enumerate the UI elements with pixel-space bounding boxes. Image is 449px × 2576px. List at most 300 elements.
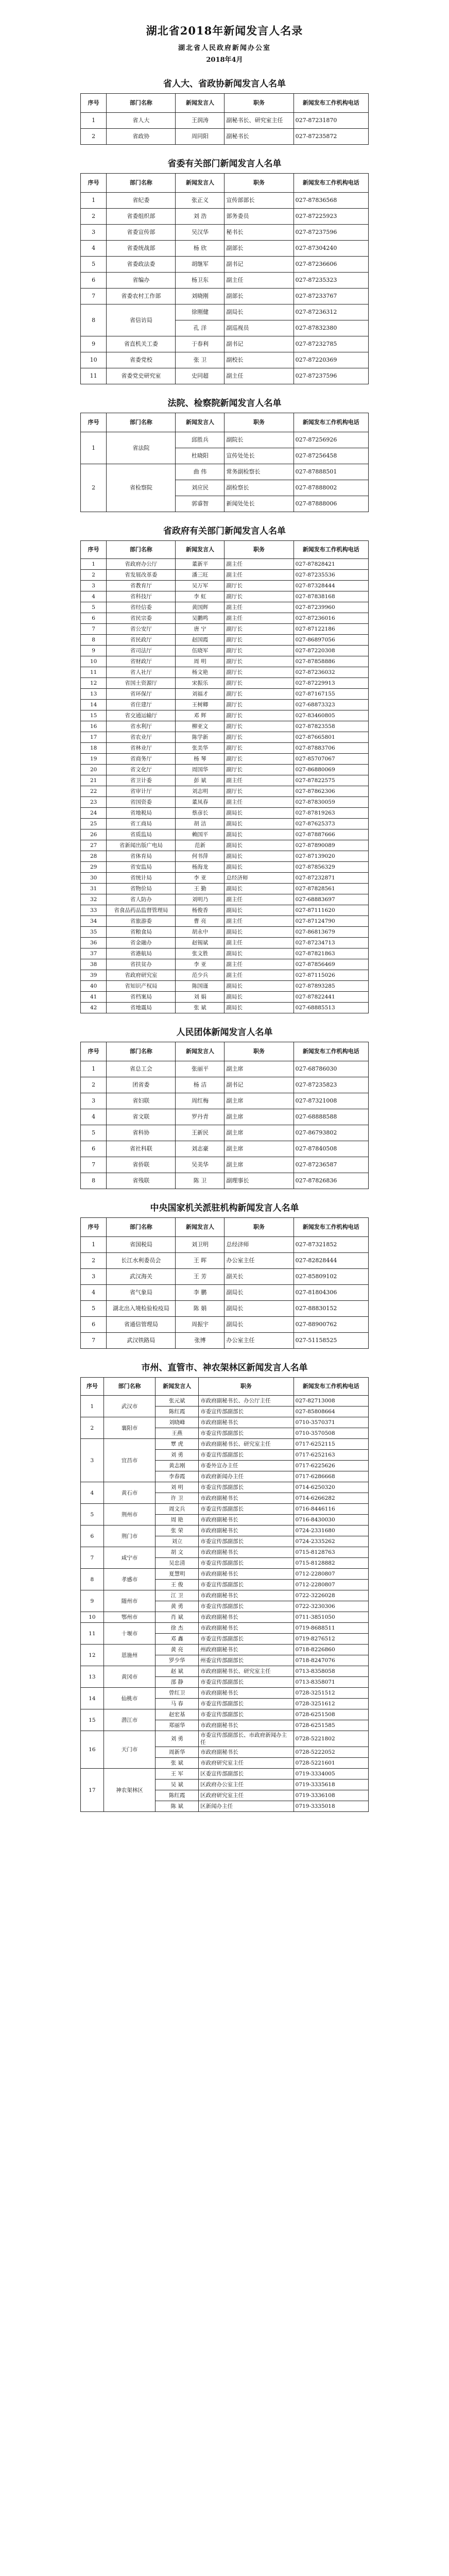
cell-spokesperson: 郑丽华	[156, 1720, 199, 1731]
cell-phone: 0719-8276512	[293, 1634, 368, 1645]
cell-phone: 0724-2335262	[293, 1536, 368, 1547]
cell-department: 省气象局	[107, 1285, 176, 1301]
cell-phone: 027-87236312	[293, 304, 368, 320]
cell-phone: 0713-8358071	[293, 1677, 368, 1688]
table-row	[81, 1003, 369, 1013]
cell-position: 副厅长	[224, 786, 293, 797]
cell-spokesperson: 刘福才	[176, 689, 224, 700]
section-people-organizations	[80, 1018, 369, 1189]
cell-spokesperson: 周同阳	[176, 129, 224, 145]
cell-spokesperson: 黄 亮	[156, 1645, 199, 1655]
cell-department: 荆门市	[103, 1526, 156, 1547]
cell-seq: 22	[81, 786, 107, 797]
cell-seq: 12	[81, 678, 107, 689]
cell-position: 副厅长	[224, 591, 293, 602]
cell-seq: 17	[81, 732, 107, 743]
header-seq: 序号	[81, 541, 107, 559]
cell-department: 省政府办公厅	[107, 559, 176, 570]
cell-phone: 027-85707067	[293, 754, 368, 765]
cell-spokesperson: 刘立	[156, 1536, 199, 1547]
cell-seq: 16	[81, 721, 107, 732]
table-header-row	[81, 1042, 369, 1061]
cell-spokesperson: 吴鹏鸣	[176, 613, 224, 624]
header-department: 部门名称	[107, 413, 176, 432]
cell-spokesperson: 杨 琴	[176, 754, 224, 765]
cell-position: 办公室主任	[224, 1333, 293, 1349]
cell-department: 省国资委	[107, 797, 176, 808]
cell-seq: 21	[81, 775, 107, 786]
cell-spokesperson: 胡继军	[176, 257, 224, 273]
cell-department: 省物价局	[107, 884, 176, 894]
cell-position: 市政府研究室主任	[199, 1758, 293, 1769]
section-central-agencies	[80, 1193, 369, 1349]
table-header-row	[81, 1378, 369, 1396]
cell-department: 省侨联	[107, 1157, 176, 1173]
cell-department: 省商务厅	[107, 754, 176, 765]
cell-position: 市委宣传部副部长	[199, 1677, 293, 1688]
table-row	[81, 352, 369, 368]
table-row	[81, 257, 369, 273]
table-row	[81, 1285, 369, 1301]
cell-position: 市委宣传部副部长	[199, 1634, 293, 1645]
header-spokesperson: 新闻发言人	[176, 413, 224, 432]
cell-seq: 26	[81, 829, 107, 840]
cell-seq: 19	[81, 754, 107, 765]
cell-department: 黄冈市	[103, 1666, 156, 1688]
cell-department: 省质监局	[107, 829, 176, 840]
cell-seq: 3	[81, 1093, 107, 1109]
cell-position: 副主任	[224, 970, 293, 981]
cell-phone: 027-86793802	[293, 1125, 368, 1141]
cell-phone: 027-87232871	[293, 873, 368, 884]
cell-position: 副主任	[224, 959, 293, 970]
cell-department: 省政府研究室	[107, 970, 176, 981]
cell-position: 副主席	[224, 1061, 293, 1077]
cell-seq: 4	[81, 241, 107, 257]
cell-position: 市委宣传部副部长	[199, 1558, 293, 1569]
cell-phone: 027-87821863	[293, 948, 368, 959]
table-row	[81, 113, 369, 129]
header-spokesperson: 新闻发言人	[176, 541, 224, 559]
cell-position: 市委宣传部副部长	[199, 1450, 293, 1461]
cell-seq: 3	[81, 225, 107, 241]
cell-phone: 0716-8430030	[293, 1515, 368, 1526]
cell-phone: 027-87235823	[293, 1077, 368, 1093]
cell-position: 副书记	[224, 257, 293, 273]
cell-phone: 027-87832380	[293, 320, 368, 336]
table-row	[81, 1061, 369, 1077]
cell-spokesperson: 黄国辉	[176, 602, 224, 613]
cell-position: 副厅长	[224, 635, 293, 646]
cell-spokesperson: 吴忠清	[156, 1558, 199, 1569]
cell-phone: 027-87826836	[293, 1173, 368, 1189]
cell-seq: 2	[81, 1077, 107, 1093]
table-row	[81, 938, 369, 948]
cell-seq: 4	[81, 1482, 104, 1504]
section-title: 省政府有关部门新闻发言人名单	[163, 526, 286, 536]
cell-phone: 027-87304240	[293, 241, 368, 257]
table-row	[81, 635, 369, 646]
cell-seq: 42	[81, 1003, 107, 1013]
section-title: 省委有关部门新闻发言人名单	[167, 159, 282, 169]
cell-spokesperson: 王 芳	[176, 1269, 224, 1285]
cell-position: 副主任	[224, 559, 293, 570]
header-department: 部门名称	[107, 541, 176, 559]
cell-spokesperson: 张美华	[176, 743, 224, 754]
cell-spokesperson: 刘明乃	[176, 894, 224, 905]
cell-position: 市政府副秘书长	[199, 1612, 293, 1623]
cell-seq: 20	[81, 765, 107, 775]
cell-seq: 7	[81, 1333, 107, 1349]
section-title: 省人大、省政协新闻发言人名单	[163, 79, 286, 89]
cell-spokesperson: 胡 文	[156, 1547, 199, 1558]
cell-phone: 027-87237596	[293, 368, 368, 384]
cell-department: 省教育厅	[107, 581, 176, 591]
table-row	[81, 1688, 369, 1699]
cell-department: 省委政法委	[107, 257, 176, 273]
cell-seq: 2	[81, 464, 107, 512]
cell-position: 市委宣传部副部长	[199, 1536, 293, 1547]
table-row	[81, 732, 369, 743]
cell-position: 副厅长	[224, 678, 293, 689]
cell-phone: 027-51158525	[293, 1333, 368, 1349]
cell-phone: 0728-3251612	[293, 1699, 368, 1709]
cell-department: 湖北出入境检验检疫局	[107, 1301, 176, 1317]
cell-seq: 6	[81, 1141, 107, 1157]
cell-position: 副校长	[224, 352, 293, 368]
cell-position: 副局长	[224, 829, 293, 840]
cell-seq: 15	[81, 1709, 104, 1731]
cell-spokesperson: 陈红霞	[156, 1406, 199, 1417]
cell-seq: 3	[81, 1269, 107, 1285]
cell-department: 省委党史研究室	[107, 368, 176, 384]
cell-position: 副主任	[224, 273, 293, 289]
table-row	[81, 273, 369, 289]
cell-department: 省发展改革委	[107, 570, 176, 581]
cell-position: 副秘书长、研究室主任	[224, 113, 293, 129]
cell-phone: 027-87883706	[293, 743, 368, 754]
cell-phone: 027-87225923	[293, 209, 368, 225]
cell-phone: 0719-3335618	[293, 1780, 368, 1790]
cell-seq: 3	[81, 1439, 104, 1482]
cell-seq: 38	[81, 959, 107, 970]
table-row	[81, 700, 369, 710]
cell-spokesperson: 孔 洋	[176, 320, 224, 336]
table-row	[81, 1253, 369, 1269]
cell-spokesperson: 史同超	[176, 368, 224, 384]
cell-phone: 027-68873323	[293, 700, 368, 710]
cell-phone: 027-87887666	[293, 829, 368, 840]
table-row	[81, 884, 369, 894]
cell-phone: 027-87139020	[293, 851, 368, 862]
cell-spokesperson: 张文胜	[176, 948, 224, 959]
cell-department: 省妇联	[107, 1093, 176, 1109]
cell-seq: 5	[81, 257, 107, 273]
spokesperson-table	[80, 1377, 369, 1812]
cell-position: 副局长	[224, 1003, 293, 1013]
document-header	[0, 0, 449, 64]
table-row	[81, 1569, 369, 1580]
cell-position: 市政府副秘书长	[199, 1590, 293, 1601]
cell-department: 省港航局	[107, 948, 176, 959]
table-header-row	[81, 541, 369, 559]
cell-position: 副主任	[224, 570, 293, 581]
table-row	[81, 613, 369, 624]
cell-phone: 027-87236606	[293, 257, 368, 273]
cell-department: 黄石市	[103, 1482, 156, 1504]
cell-seq: 1	[81, 113, 107, 129]
cell-department: 省粮食局	[107, 927, 176, 938]
cell-spokesperson: 宋振乐	[176, 678, 224, 689]
cell-department: 随州市	[103, 1590, 156, 1612]
cell-spokesperson: 王树卿	[176, 700, 224, 710]
cell-spokesperson: 范新	[176, 840, 224, 851]
cell-department: 省住建厅	[107, 700, 176, 710]
table-row	[81, 1141, 369, 1157]
cell-department: 十堰市	[103, 1623, 156, 1645]
table-row	[81, 970, 369, 981]
table-row	[81, 624, 369, 635]
cell-seq: 31	[81, 884, 107, 894]
cell-spokesperson: 周国华	[176, 765, 224, 775]
cell-position: 副检察长	[224, 480, 293, 496]
table-row	[81, 905, 369, 916]
cell-spokesperson: 范少兵	[176, 970, 224, 981]
cell-department: 省人社厅	[107, 667, 176, 678]
cell-seq: 17	[81, 1769, 104, 1812]
header-seq: 序号	[81, 1218, 107, 1237]
cell-phone: 027-87828421	[293, 559, 368, 570]
cell-phone: 027-83460805	[293, 710, 368, 721]
cell-department: 省审计厅	[107, 786, 176, 797]
cell-spokesperson: 周 艳	[156, 1515, 199, 1526]
cell-phone: 027-87256926	[293, 432, 368, 448]
cell-phone: 0722-3226028	[293, 1590, 368, 1601]
table-row	[81, 775, 369, 786]
cell-department: 省环保厅	[107, 689, 176, 700]
cell-position: 市委宣传部副部长	[199, 1482, 293, 1493]
table-row	[81, 1417, 369, 1428]
cell-department: 省经信委	[107, 602, 176, 613]
cell-position: 副主席	[224, 1125, 293, 1141]
cell-phone: 027-87836568	[293, 193, 368, 209]
table-row	[81, 336, 369, 352]
cell-phone: 027-87111620	[293, 905, 368, 916]
cell-position: 副厅长	[224, 765, 293, 775]
cell-department: 省食品药品监督管理局	[107, 905, 176, 916]
cell-position: 副局长	[224, 981, 293, 992]
cell-spokesperson: 刘 娟	[176, 992, 224, 1003]
cell-department: 省通信管理局	[107, 1317, 176, 1333]
table-row	[81, 743, 369, 754]
cell-spokesperson: 陈国谨	[176, 981, 224, 992]
header-contact: 新闻发布工作机构电话	[293, 541, 368, 559]
cell-phone: 027-87220308	[293, 646, 368, 656]
cell-position: 副厅长	[224, 710, 293, 721]
cell-spokesperson: 李春霞	[156, 1471, 199, 1482]
cell-department: 省民宗委	[107, 613, 176, 624]
cell-spokesperson: 刘应民	[176, 480, 224, 496]
cell-spokesperson: 王润涛	[176, 113, 224, 129]
cell-spokesperson: 王 军	[156, 1769, 199, 1780]
table-row	[81, 862, 369, 873]
cell-department: 省旅游委	[107, 916, 176, 927]
header-contact: 新闻发布工作机构电话	[293, 1218, 368, 1237]
cell-position: 副厅长	[224, 624, 293, 635]
cell-seq: 16	[81, 1731, 104, 1769]
table-row	[81, 992, 369, 1003]
cell-position: 总经济师	[224, 873, 293, 884]
table-row	[81, 916, 369, 927]
cell-spokesperson: 陈 娟	[176, 1301, 224, 1317]
cell-seq: 8	[81, 304, 107, 336]
cell-seq: 40	[81, 981, 107, 992]
cell-spokesperson: 张元斌	[156, 1396, 199, 1406]
cell-phone: 027-87239960	[293, 602, 368, 613]
cell-spokesperson: 张 斌	[156, 1758, 199, 1769]
cell-phone: 027-87321852	[293, 1237, 368, 1253]
cell-spokesperson: 邓 鑫	[156, 1634, 199, 1645]
cell-spokesperson: 吴 斌	[156, 1780, 199, 1790]
cell-seq: 6	[81, 273, 107, 289]
cell-phone: 0722-3230306	[293, 1601, 368, 1612]
cell-department: 省科协	[107, 1125, 176, 1141]
cell-department: 省知识产权局	[107, 981, 176, 992]
table-row	[81, 1333, 369, 1349]
cell-department: 省总工会	[107, 1061, 176, 1077]
cell-spokesperson: 周红梅	[176, 1093, 224, 1109]
cell-phone: 027-87830059	[293, 797, 368, 808]
cell-position: 副局长	[224, 884, 293, 894]
cell-spokesperson: 王 勤	[176, 884, 224, 894]
cell-position: 副主席	[224, 1141, 293, 1157]
cell-department: 省政协	[107, 129, 176, 145]
table-row	[81, 1769, 369, 1780]
header-seq: 序号	[81, 94, 107, 113]
cell-phone: 0710-3570371	[293, 1417, 368, 1428]
header-seq: 序号	[81, 174, 107, 193]
cell-position: 副主席	[224, 1157, 293, 1173]
table-header-row	[81, 94, 369, 113]
cell-phone: 027-88830152	[293, 1301, 368, 1317]
cell-department: 省编办	[107, 273, 176, 289]
cell-phone: 027-87840508	[293, 1141, 368, 1157]
cell-phone: 027-87236587	[293, 1157, 368, 1173]
cell-phone: 027-87888002	[293, 480, 368, 496]
document-title: 湖北省2018年新闻发言人名录	[146, 24, 303, 37]
cell-seq: 7	[81, 1547, 104, 1569]
cell-spokesperson: 曲 伟	[176, 464, 224, 480]
header-seq: 序号	[81, 413, 107, 432]
cell-seq: 8	[81, 1569, 104, 1590]
cell-seq: 4	[81, 591, 107, 602]
table-row	[81, 851, 369, 862]
table-header-row	[81, 413, 369, 432]
cell-position: 市政府副秘书长、研究室主任	[199, 1666, 293, 1677]
cell-spokesperson: 陈红霞	[156, 1790, 199, 1801]
cell-seq: 1	[81, 559, 107, 570]
cell-seq: 7	[81, 1157, 107, 1173]
cell-spokesperson: 刘晓峰	[156, 1417, 199, 1428]
cell-phone: 027-87858886	[293, 656, 368, 667]
table-row	[81, 1301, 369, 1317]
cell-phone: 027-87229913	[293, 678, 368, 689]
header-spokesperson: 新闻发言人	[176, 174, 224, 193]
cell-department: 神农架林区	[103, 1769, 156, 1812]
cell-department: 咸宁市	[103, 1547, 156, 1569]
table-row	[81, 289, 369, 304]
cell-phone: 0728-5221601	[293, 1758, 368, 1769]
cell-spokesperson: 周振宇	[176, 1317, 224, 1333]
cell-spokesperson: 杨海龙	[176, 862, 224, 873]
cell-spokesperson: 刘晓刚	[176, 289, 224, 304]
header-contact: 新闻发布工作机构电话	[293, 1042, 368, 1061]
section-government-depts	[80, 516, 369, 1013]
cell-spokesperson: 王 晖	[176, 1253, 224, 1269]
section-title: 人民团体新闻发言人名单	[176, 1027, 273, 1038]
table-row	[81, 209, 369, 225]
cell-spokesperson: 于春利	[176, 336, 224, 352]
cell-position: 副局长	[224, 905, 293, 916]
cell-department: 省法院	[107, 432, 176, 464]
cell-department: 武汉铁路局	[107, 1333, 176, 1349]
cell-seq: 9	[81, 646, 107, 656]
table-row	[81, 1439, 369, 1450]
cell-phone: 027-87236016	[293, 613, 368, 624]
cell-position: 区新闻办主任	[199, 1801, 293, 1812]
cell-spokesperson: 李 虹	[176, 591, 224, 602]
header-position: 职务	[224, 1042, 293, 1061]
cell-department: 省国税局	[107, 1237, 176, 1253]
header-seq: 序号	[81, 1378, 104, 1396]
cell-phone: 027-87232785	[293, 336, 368, 352]
cell-phone: 027-68888588	[293, 1109, 368, 1125]
cell-spokesperson: 杨文艳	[176, 667, 224, 678]
cell-spokesperson: 王新民	[176, 1125, 224, 1141]
cell-position: 市委宣传部副部长	[199, 1504, 293, 1515]
header-spokesperson: 新闻发言人	[176, 1218, 224, 1237]
cell-phone: 0719-8688511	[293, 1623, 368, 1634]
cell-position: 市政府副秘书长、研究室主任	[199, 1439, 293, 1450]
table-row	[81, 1396, 369, 1406]
cell-spokesperson: 杨卫东	[176, 273, 224, 289]
cell-seq: 2	[81, 209, 107, 225]
cell-position: 市政府副秘书长、办公厅主任	[199, 1396, 293, 1406]
cell-spokesperson: 陈 斌	[156, 1801, 199, 1812]
header-seq: 序号	[81, 1042, 107, 1061]
table-row	[81, 1623, 369, 1634]
table-row	[81, 368, 369, 384]
cell-phone: 0715-8128763	[293, 1547, 368, 1558]
table-row	[81, 721, 369, 732]
cell-position: 秘书长	[224, 225, 293, 241]
cell-spokesperson: 马 春	[156, 1699, 199, 1709]
cell-spokesperson: 刘 浩	[176, 209, 224, 225]
cell-phone: 027-87822575	[293, 775, 368, 786]
cell-phone: 0717-6225626	[293, 1461, 368, 1471]
header-department: 部门名称	[107, 1042, 176, 1061]
cell-phone: 0728-6251508	[293, 1709, 368, 1720]
header-department: 部门名称	[107, 94, 176, 113]
header-position: 职务	[224, 413, 293, 432]
cell-position: 副厅长	[224, 667, 293, 678]
cell-position: 市委宣传部副部长	[199, 1428, 293, 1439]
table-row	[81, 765, 369, 775]
cell-spokesperson: 刘 勇	[156, 1450, 199, 1461]
cell-seq: 1	[81, 1237, 107, 1253]
cell-spokesperson: 罗丹青	[176, 1109, 224, 1125]
cell-phone: 0719-3334005	[293, 1769, 368, 1780]
